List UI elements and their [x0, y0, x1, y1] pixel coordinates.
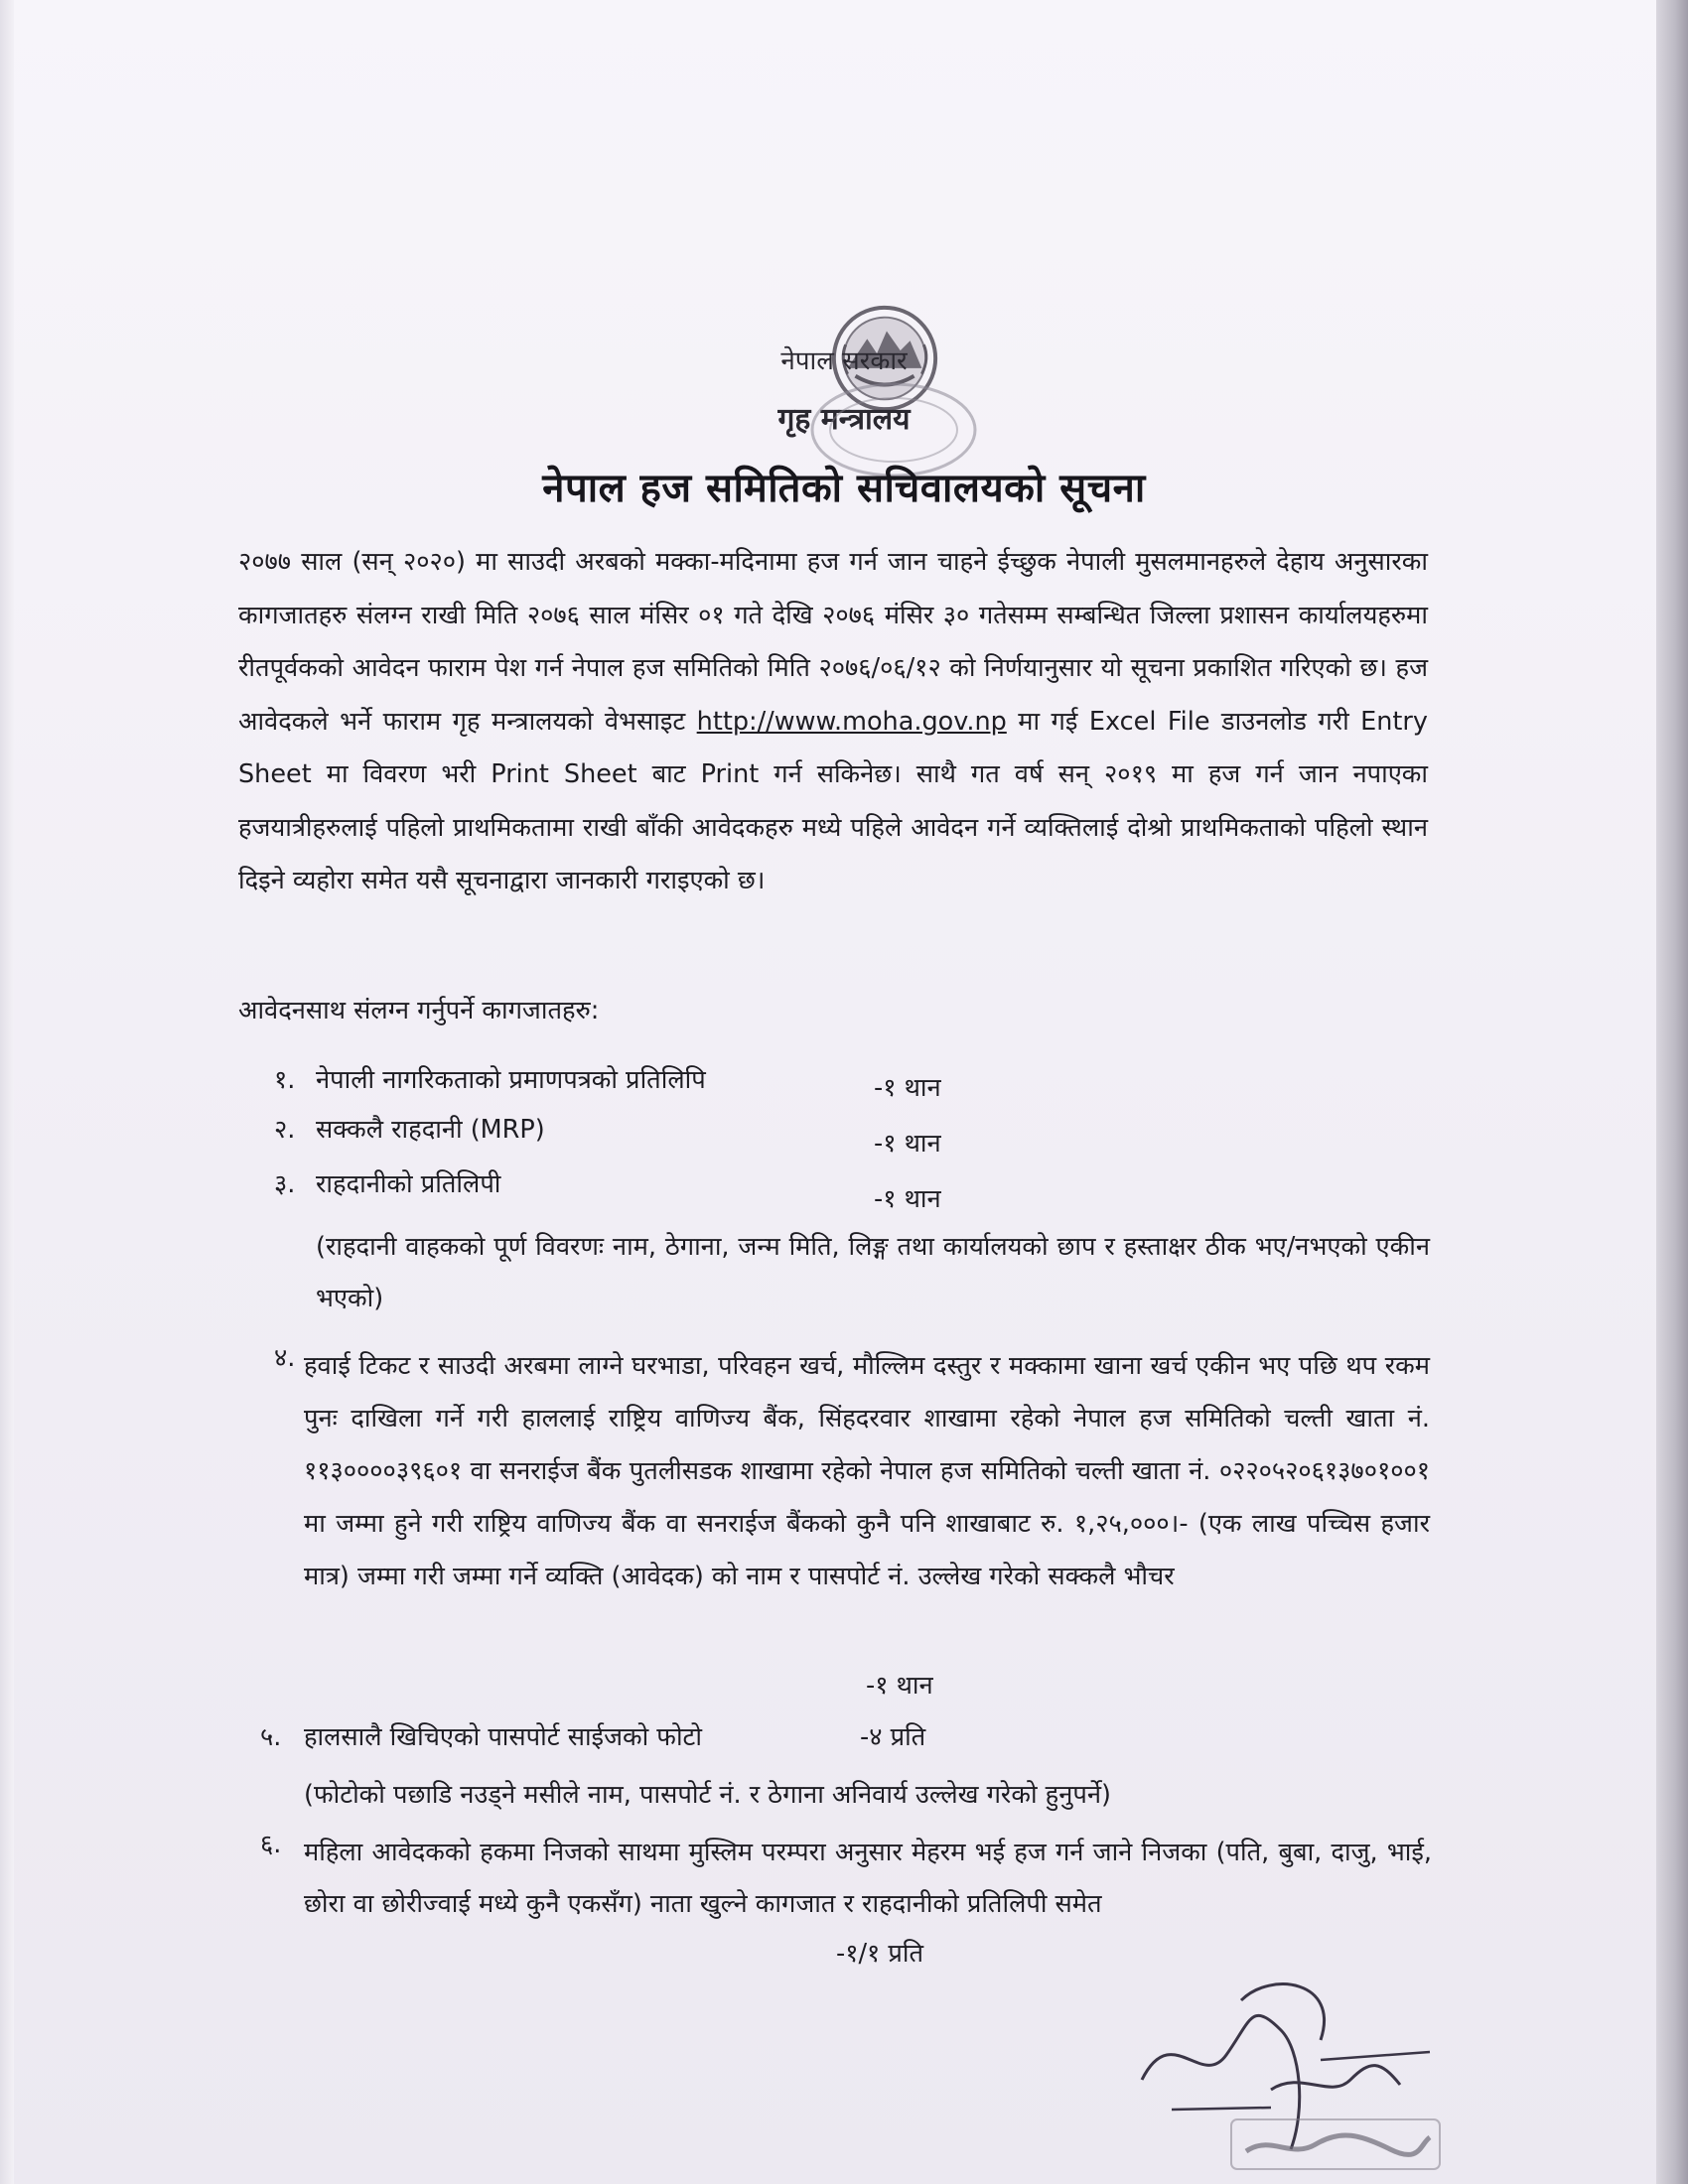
notice-body: [238, 536, 1428, 908]
documents-heading: आवेदनसाथ संलग्न गर्नुपर्ने कागजातहरु:: [238, 996, 600, 1025]
item-1-label: नेपाली नागरिकताको प्रमाणपत्रको प्रतिलिपि: [316, 1065, 706, 1095]
item-6-number: ६.: [260, 1830, 282, 1859]
item-3-quantity: -१ थान: [874, 1184, 941, 1214]
notice-body-text-2: मा गई Excel File डाउनलोड गरी Entry Sheet मा विवरण भरी Print Sheet बाट Print गर्न सकिनेछ। साथै गत वर्ष सन् २०१९ मा हज गर्न जान नपाएका हजयात्रीहरुलाई पहिलो प्राथमिकतामा राखी बाँकी आवेदकहरु मध्ये पहिले आवेदन गर्ने व्यक्तिलाई दोश्रो प्राथमिकताको पहिलो स्थान दिइने व्यहोरा समेत यसै सूचनाद्वारा जानकारी गराइएको छ।: [238, 706, 1429, 895]
item-4-quantity: -१ थान: [866, 1671, 933, 1701]
item-1-number: १.: [274, 1065, 296, 1095]
page-shadow-right: [1656, 0, 1688, 2184]
item-5-quantity: -४ प्रति: [860, 1722, 926, 1752]
item-5-label: हालसालै खिचिएको पासपोर्ट साईजको फोटो: [304, 1722, 703, 1752]
item-2-number: २.: [274, 1115, 296, 1145]
item-3-note: (राहदानी वाहकको पूर्ण विवरणः नाम, ठेगाना, जन्म मिति, लिङ्ग तथा कार्यालयको छाप र हस्ताक्षर ठीक भए/नभएको एकीन भएको): [316, 1232, 1430, 1313]
item-2-quantity: -१ थान: [874, 1129, 941, 1159]
notice-body-text-1: २०७७ साल (सन् २०२०) मा साउदी अरबको मक्का-मदिनामा हज गर्न जान चाहने ईच्छुक नेपाली मुसलमानहरुले देहाय अनुसारका कागजातहरु संलग्न राखी मिति २०७६ साल मंसिर ०१ गते देखि २०७६ मंसिर ३० गतेसम्म सम्बन्धित जिल्ला प्रशासन कार्यालयहरुमा रीतपूर्वकको आवेदन फाराम पेश गर्न नेपाल हज समितिको मिति २०७६/०६/१२ को निर्णयानुसार यो सूचना प्रकाशित गरिएको छ। हज आवेदकले भर्ने फाराम गृह मन्त्रालयको वेभसाइट: [238, 547, 1428, 737]
government-name: नेपाल सरकार: [780, 346, 908, 376]
item-5-note: (फोटोको पछाडि नउड्ने मसीले नाम, पासपोर्ट नं. र ठेगाना अनिवार्य उल्लेख गरेको हुनुपर्ने): [304, 1780, 1111, 1810]
item-2-label: सक्कलै राहदानी (MRP): [316, 1115, 545, 1145]
page-shadow-left: [0, 0, 14, 2184]
ministry-name: गृह मन्त्रालय: [777, 402, 911, 437]
item-3-label: राहदानीको प्रतिलिपी: [316, 1169, 501, 1199]
ministry-website-link[interactable]: http://www.moha.gov.np: [696, 706, 1007, 737]
handwritten-signature: [1132, 1961, 1460, 2174]
item-3-number: ३.: [274, 1169, 296, 1199]
item-4-text: हवाई टिकट र साउदी अरबमा लाग्ने घरभाडा, परिवहन खर्च, मौल्लिम दस्तुर र मक्कामा खाना खर्च एकीन भए पछि थप रकम पुनः दाखिला गर्ने गरी हाललाई राष्ट्रिय वाणिज्य बैंक, सिंहदरवार शाखामा रहेको नेपाल हज समितिको चल्ती खाता नं. ११३००००३९६०१ वा सनराईज बैंक पुतलीसडक शाखामा रहेको नेपाल हज समितिको चल्ती खाता नं. ०२२०५२०६१३७०१००१ मा जम्मा हुने गरी राष्ट्रिय वाणिज्य बैंक वा सनराईज बैंकको कुनै पनि शाखाबाट रु. १,२५,०००।- (एक लाख पच्चिस हजार मात्र) जम्मा गरी जम्मा गर्ने व्यक्ति (आवेदक) को नाम र पासपोर्ट नं. उल्लेख गरेको सक्कलै भौचर: [304, 1351, 1430, 1591]
item-1-quantity: -१ थान: [874, 1073, 941, 1103]
item-6-quantity: -१/१ प्रति: [836, 1939, 924, 1969]
item-6-text: महिला आवेदकको हकमा निजको साथमा मुस्लिम परम्परा अनुसार मेहरम भई हज गर्न जाने निजका (पति, बुबा, दाजु, भाई, छोरा वा छोरीज्वाई मध्ये कुनै एकसँग) नाता खुल्ने कागजात र राहदानीको प्रतिलिपी समेत: [304, 1838, 1432, 1919]
notice-title: नेपाल हज समितिको सचिवालयको सूचना: [542, 466, 1146, 511]
item-4-number: ४.: [274, 1343, 296, 1373]
item-5-number: ५.: [260, 1722, 282, 1752]
